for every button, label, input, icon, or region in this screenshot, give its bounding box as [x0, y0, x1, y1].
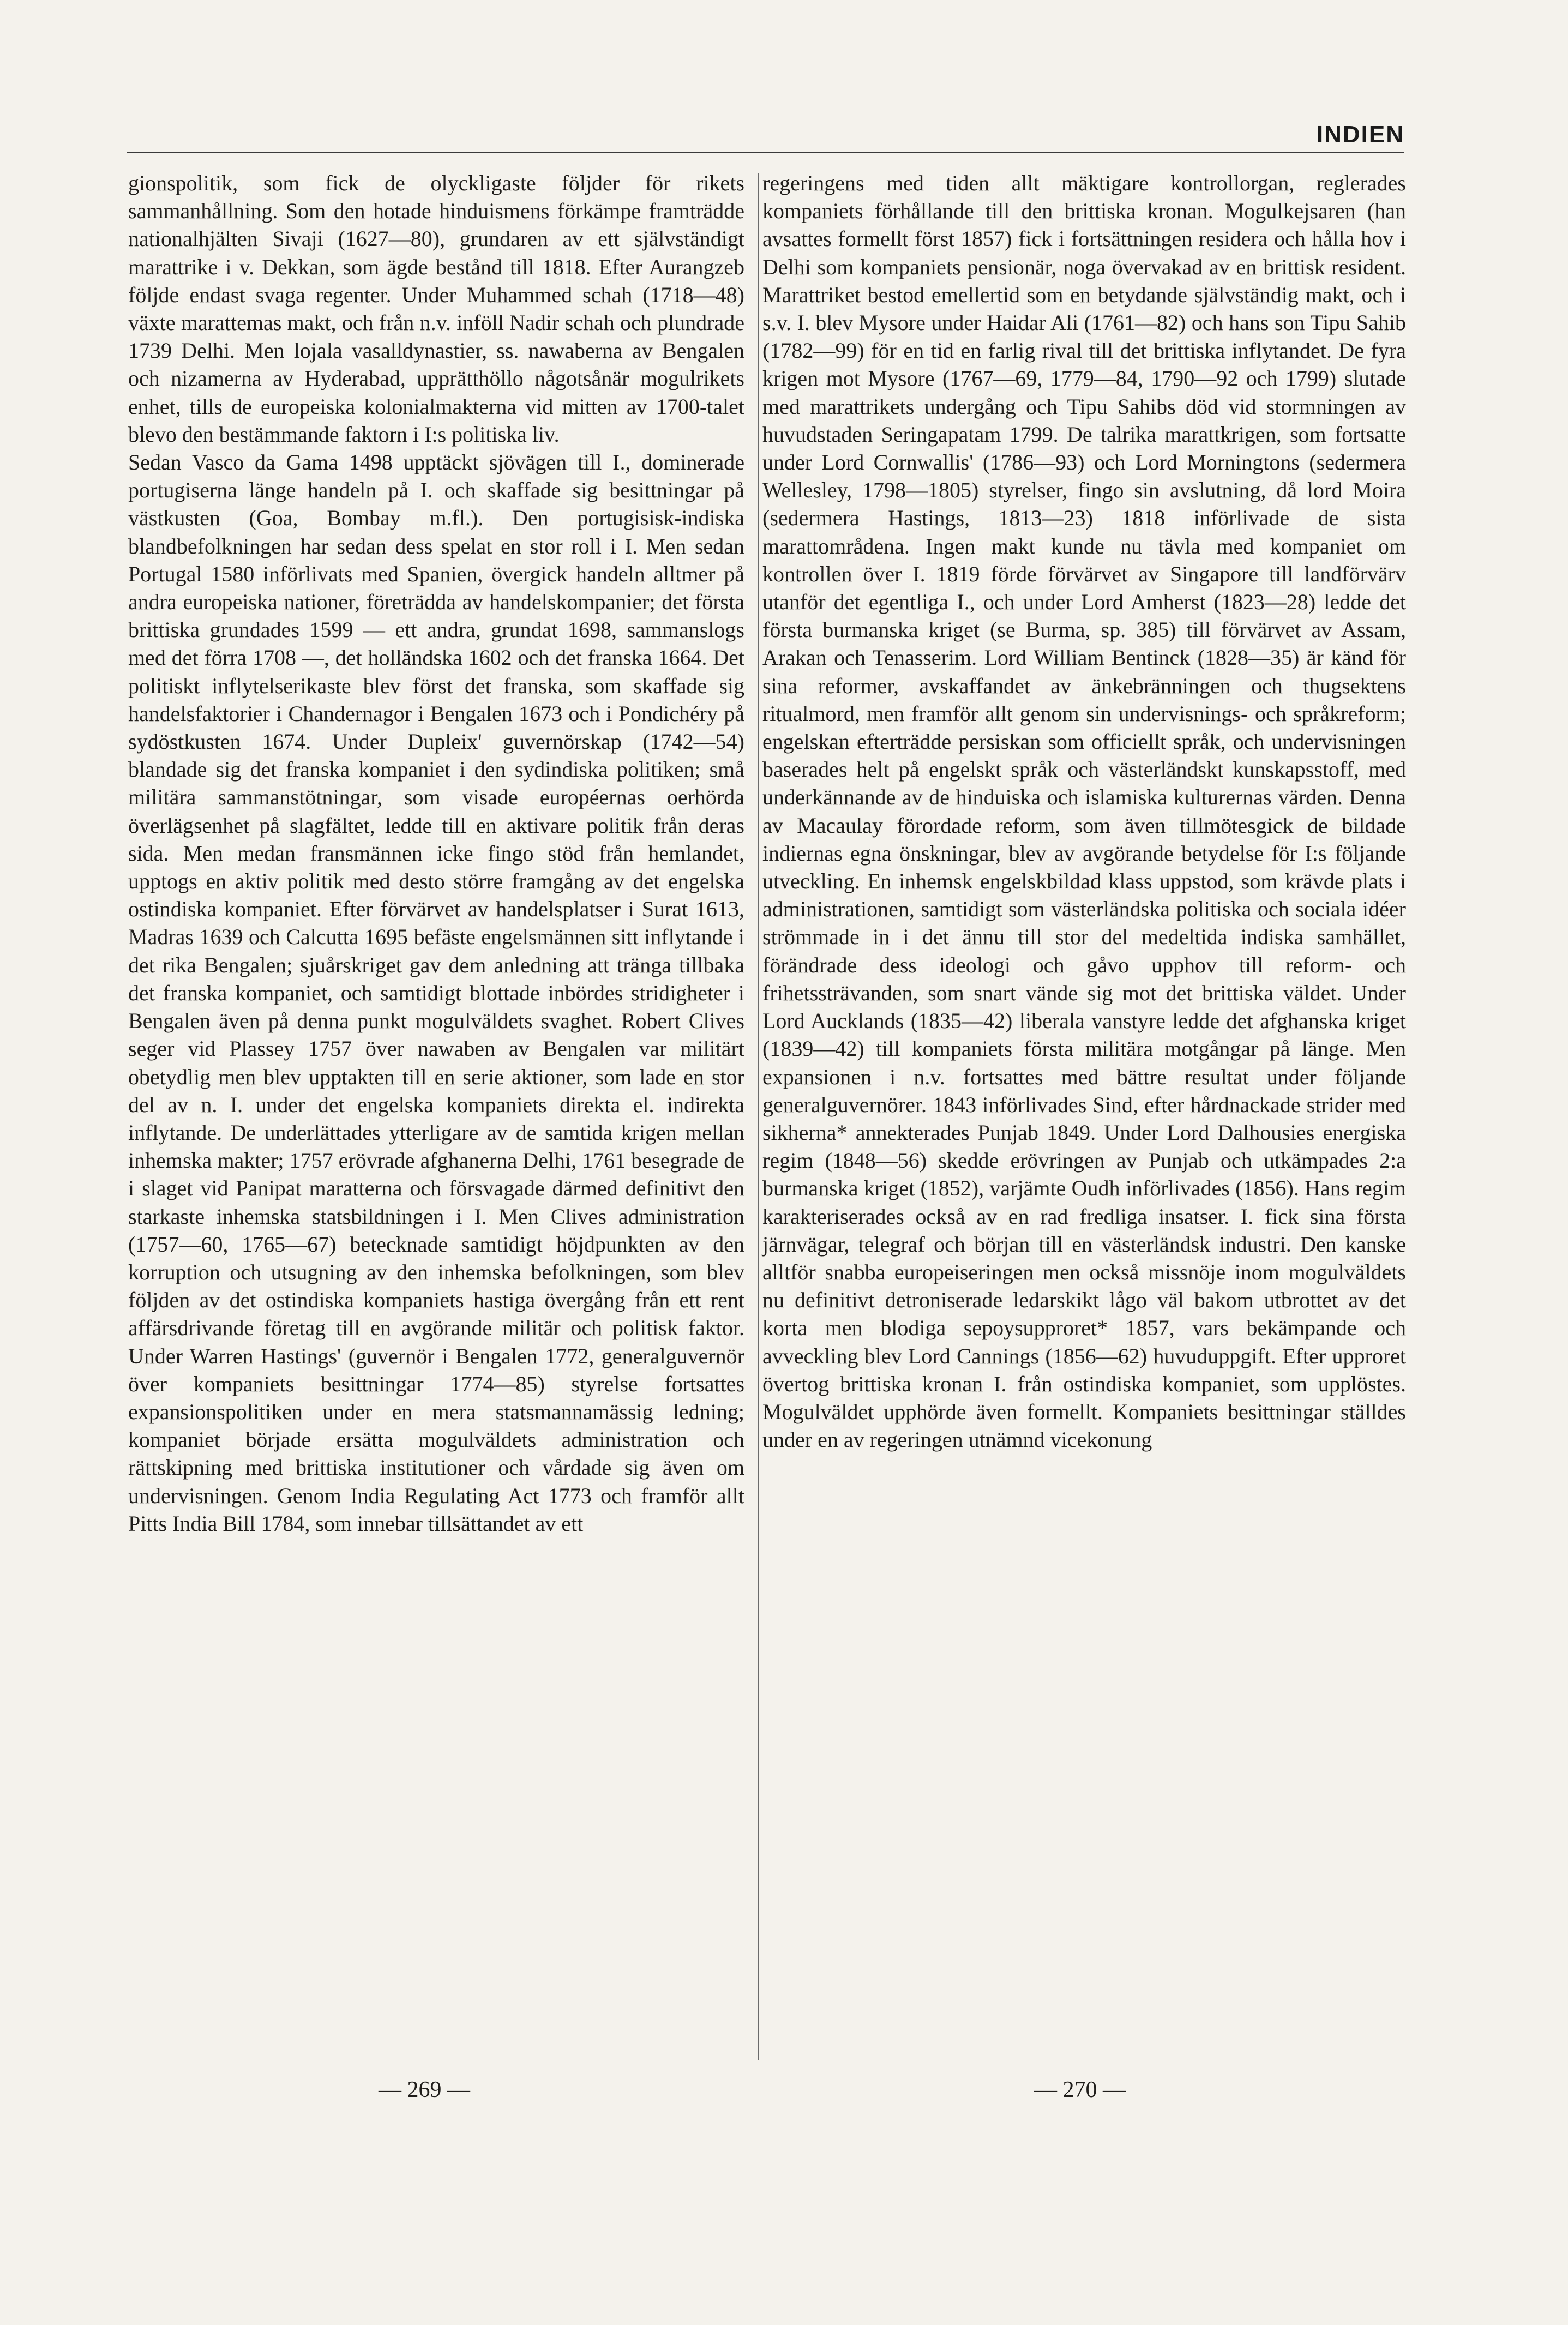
right-paragraph-1: regeringens med tiden allt mäktigare kontrollorgan, reglerades kompaniets förhållande till den brittiska kronan. Mogulkejsaren (han avsattes formellt först 1857) fick i fortsättningen residera och hålla hov i Delhi som kompaniets pensionär, noga övervakad av en brittisk resident. Marattriket bestod emellertid som en betydande självständig makt, och i s.v. I. blev Mysore under Haidar Ali (1761—82) och hans son Tipu Sahib (1782—99) för en tid en farlig rival till det brittiska inflytandet. De fyra krigen mot Mysore (1767—69, 1779—84, 1790—92 och 1799) slutade med marattrikets undergång och Tipu Sahibs död vid stormningen av huvudstaden Seringapatam 1799. De talrika marattkrigen, som fortsatte under Lord Cornwallis' (1786—93) och Lord Morningtons (sedermera Wellesley, 1798—1805) styrelser, fingo sin avslutning, då lord Moira (sedermera Hastings, 1813—23) 1818 införlivade de sista marattområdena. Ingen makt kunde nu tävla med kompaniet om kontrollen över I. 1819 förde förvärvet av Singapore till landförvärv utanför det egentliga I., och under Lord Amherst (1823—28) ledde det första burmanska kriget (se Burma, sp. 385) till förvärvet av Assam, Arakan och Tenasserim. Lord William Bentinck (1828—35) är känd för sina reformer, avskaffandet av änkebränningen och thugsektens ritualmord, men framför allt genom sin undervisnings- och språkreform; engelskan efterträdde persiskan som officiellt språk, och undervisningen baserades helt på engelskt språk och västerländskt kunskapsstoff, med underkännande av de hinduiska och islamiska kulturernas värden. Denna av Macaulay förordade reform, som även tillmötesgick de bildade indiernas egna önskningar, blev av avgörande betydelse för I:s följande utveckling. En inhemsk engelskbildad klass uppstod, som krävde plats i administrationen, samtidigt som västerländska politiska och sociala idéer strömmade in i det ännu till stor del medeltida indiska samhället, förändrade dess ideologi och gåvo upphov till reform- och frihetssträvanden, som snart vände sig mot det brittiska väldet. Under Lord Aucklands (1835—42) liberala vanstyre ledde det afghanska kriget (1839—42) till kompaniets första militära motgångar på länge. Men expansionen i n.v. fortsattes med bättre resultat under följande generalguvernörer. 1843 införlivades Sind, efter hårdnackade strider med sikherna* annekterades Punjab 1849. Under Lord Dalhousies energiska regim (1848—56) skedde erövringen av Punjab och utkämpades 2:a burmanska kriget (1852), varjämte Oudh införlivades (1856). Hans regim karakteriserades också av en rad fredliga insatser. I. fick sina första järnvägar, telegraf och början till en västerländsk industri. Den kanske alltför snabba europeiseringen men också missnöje inom mogulväldets nu definitivt detroniserade ledarskikt lågo väl bakom utbrottet av det korta men blodiga sepoysupproret* 1857, vars bekämpande och avveckling blev Lord Cannings (1856—62) huvuduppgift. Efter upproret övertog brittiska kronan I. från ostindiska kompaniet, som upplöstes. Mogulväldet upphörde även formellt. Kompaniets besittningar ställdes under en av regeringen utnämnd vicekonung: [762, 171, 1406, 1452]
left-page-number: — 269 —: [379, 2077, 470, 2102]
left-paragraph-2: Sedan Vasco da Gama 1498 upptäckt sjövägen till I., dominerade portugiserna länge handeln på I. och skaffade sig besittningar på västkusten (Goa, Bombay m.fl.). Den portugisisk-indiska blandbefolkningen har sedan dess spelat en stor roll i I. Men sedan Portugal 1580 införlivats med Spanien, övergick handeln alltmer på andra europeiska nationer, företrädda av handelskompanier; det första brittiska grundades 1599 — ett andra, grundat 1698, sammanslogs med det förra 1708 —, det holländska 1602 och det franska 1664. Det politiskt inflytelserikaste blev först det franska, som skaffade sig handelsfaktorier i Chandernagor i Bengalen 1673 och i Pondichéry på sydöstkusten 1674. Under Dupleix' guvernörskap (1742—54) blandade sig det franska kompaniet i den sydindiska politiken; små militära sammanstötningar, som visade européernas oerhörda överlägsenhet på slagfältet, ledde till en aktivare politik från deras sida. Men medan fransmännen icke fingo stöd från hemlandet, upptogs en aktiv politik med desto större framgång av det engelska ostindiska kompaniet. Efter förvärvet av handelsplatser i Surat 1613, Madras 1639 och Calcutta 1695 befäste engelsmännen sitt inflytande i det rika Bengalen; sjuårskriget gav dem anledning att tränga tillbaka det franska kompaniet, och samtidigt blottade inbördes stridigheter i Bengalen även på denna punkt mogulväldets svaghet. Robert Clives seger vid Plassey 1757 över nawaben av Bengalen var militärt obetydlig men blev upptakten till en serie aktioner, som lade en stor del av n. I. under det engelska kompaniets direkta el. indirekta inflytande. De underlättades ytterligare av de samtida krigen mellan inhemska makter; 1757 erövrade afghanerna Delhi, 1761 besegrade de i slaget vid Panipat maratterna och försvagade därmed definitivt den starkaste inhemska statsbildningen i I. Men Clives administration (1757—60, 1765—67) betecknade samtidigt höjdpunkten av den korruption och utsugning av den inhemska befolkningen, som blev följden av det ostindiska kompaniets hastiga övergång från ett rent affärsdrivande företag till en avgörande militär och politisk faktor. Under Warren Hastings' (guvernör i Bengalen 1772, generalguvernör över kompaniets besittningar 1774—85) styrelse fortsattes expansionspolitiken under en mera statsmannamässig ledning; kompaniet började ersätta mogulväldets administration och rättskipning med brittiska institutioner och vårdade sig även om undervisningen. Genom India Regulating Act 1773 och framför allt Pitts India Bill 1784, som innebar tillsättandet av ett: [128, 450, 744, 1536]
column-divider: [758, 173, 759, 2060]
running-header-title: INDIEN: [1316, 121, 1404, 148]
left-paragraph-1: gionspolitik, som fick de olyckligaste följder för rikets sammanhållning. Som den hotade hinduismens förkämpe framträdde nationalhjälten Sivaji (1627—80), grundaren av ett självständigt marattrike i v. Dekkan, som ägde bestånd till 1818. Efter Aurangzeb följde endast svaga regenter. Under Muhammed schah (1718—48) växte marattemas makt, och från n.v. inföll Nadir schah och plundrade 1739 Delhi. Men lojala vasalldynastier, ss. nawaberna av Bengalen och nizamerna av Hyderabad, upprätthöllo någotsånär mogulrikets enhet, tills de europeiska kolonialmakterna vid mitten av 1700-talet blevo den bestämmande faktorn i I:s politiska liv.: [128, 171, 744, 447]
left-column: [128, 169, 744, 1537]
header-rule: [127, 152, 1404, 153]
right-page-number: — 270 —: [1034, 2077, 1126, 2102]
right-column: [762, 169, 1406, 1453]
